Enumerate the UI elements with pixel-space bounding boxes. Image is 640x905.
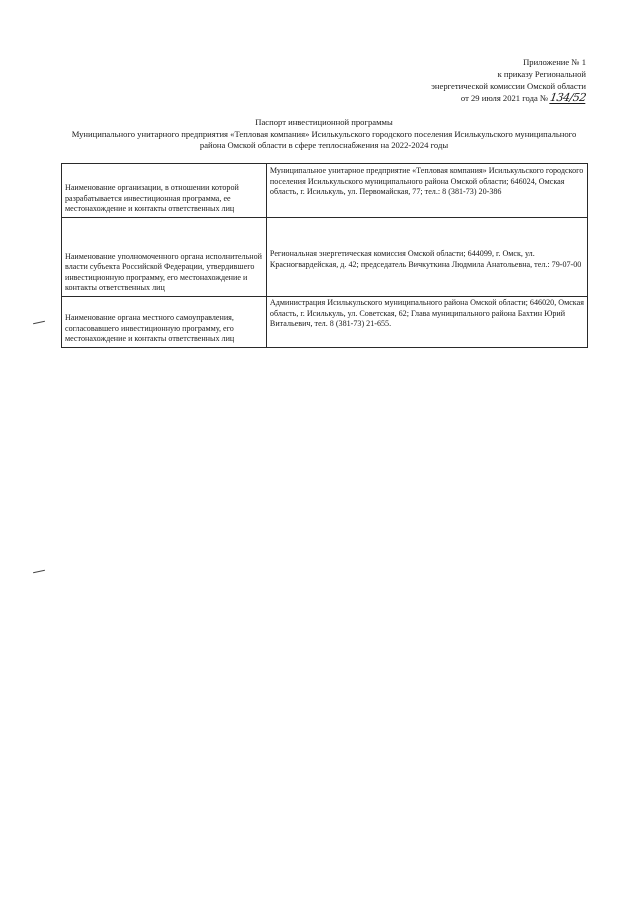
- passport-table: [61, 163, 588, 348]
- appendix-line-3: энергетической комиссии Омской области: [431, 81, 586, 91]
- appendix-date-line: [346, 92, 586, 104]
- appendix-line-2: к приказу Региональной: [497, 69, 586, 79]
- row-label: Наименование органа местного самоуправления, согласовавшего инвестиционную программу, его местонахождение и контакты ответственных лиц: [62, 297, 267, 348]
- table-row: [62, 218, 588, 297]
- appendix-header: [346, 56, 586, 104]
- handwritten-order-number: 134/52: [549, 91, 588, 104]
- title-line-2: Муниципального унитарного предприятия «Тепловая компания» Исилькульского городского поселения Исилькульского муниципального района Омской области в сфере теплоснабжения на 2022-2024 годы: [71, 128, 577, 150]
- appendix-line-1: Приложение № 1: [523, 57, 586, 67]
- row-value: Администрация Исилькульского муниципального района Омской области; 646020, Омская область, г. Исилькуль, ул. Советская, 62; Глава муниципального района Бахтин Юрий Витальевич, тел. 8 (381-73) 21-655.: [266, 297, 587, 348]
- row-label: Наименование организации, в отношении которой разрабатывается инвестиционная программа, ее местонахождение и контакты ответственных лиц: [62, 164, 267, 218]
- title-line-1: Паспорт инвестиционной программы: [255, 117, 393, 127]
- punch-hole-mark: [33, 570, 45, 573]
- document-title: [60, 117, 588, 152]
- table-row: [62, 297, 588, 348]
- punch-hole-mark: [33, 321, 45, 324]
- table-row: [62, 164, 588, 218]
- row-value: Региональная энергетическая комиссия Омской области; 644099, г. Омск, ул. Красногвардейская, д. 42; председатель Вичкуткина Людмила Анатольевна, тел.: 79-07-00: [266, 218, 587, 297]
- row-label: Наименование уполномоченного органа исполнительной власти субъекта Российской Федерации, утвердившего инвестиционную программу, его местонахождение и контакты ответственных лиц: [62, 218, 267, 297]
- appendix-date-text: от 29 июля 2021 года №: [460, 93, 551, 103]
- row-value: Муниципальное унитарное предприятие «Тепловая компания» Исилькульского городского поселения Исилькульского муниципального района Омской области; 646024, Омская область, г. Исилькуль, ул. Первомайская, 77; тел.: 8 (381-73) 20-386: [266, 164, 587, 218]
